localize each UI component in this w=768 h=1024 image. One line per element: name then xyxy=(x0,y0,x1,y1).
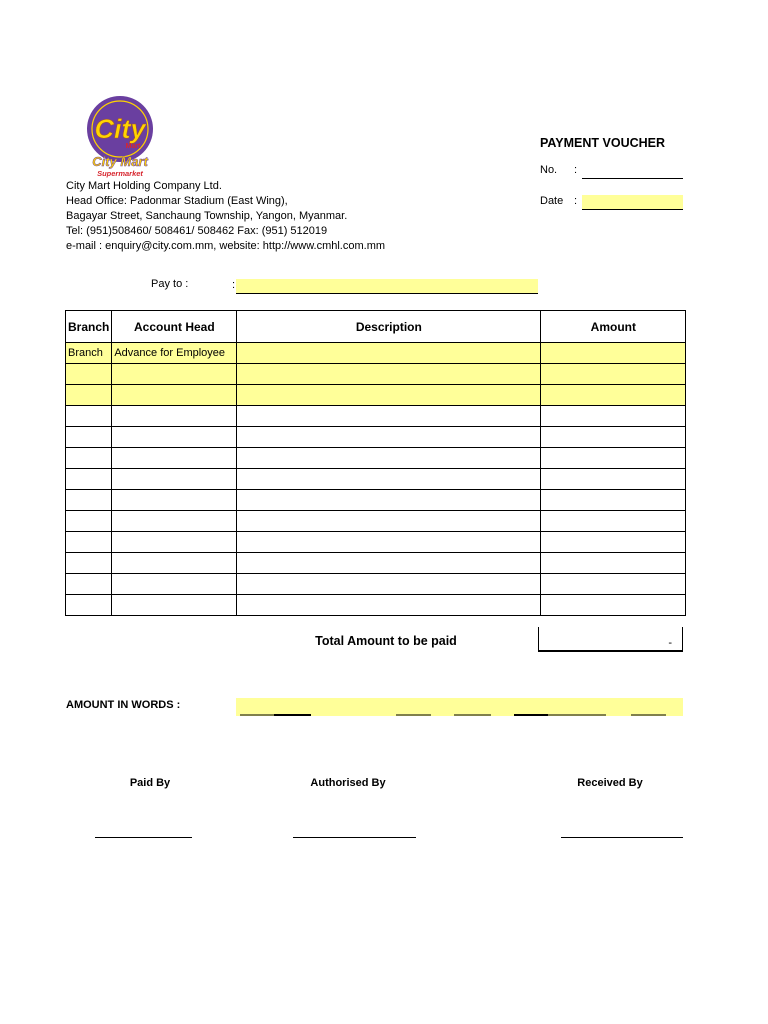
cell-amount[interactable] xyxy=(541,574,686,595)
city-mart-logo-graphic xyxy=(84,96,156,180)
cell-amount[interactable] xyxy=(541,490,686,511)
voucher-title: PAYMENT VOUCHER xyxy=(540,136,666,150)
table-row xyxy=(66,595,686,616)
cell-description[interactable] xyxy=(237,343,541,364)
cell-branch[interactable] xyxy=(66,595,112,616)
cell-branch[interactable] xyxy=(66,448,112,469)
cell-description[interactable] xyxy=(237,448,541,469)
cell-account-head[interactable] xyxy=(112,406,237,427)
cell-description[interactable] xyxy=(237,574,541,595)
cell-amount[interactable] xyxy=(541,406,686,427)
cell-description[interactable] xyxy=(237,427,541,448)
voucher-table xyxy=(65,310,686,616)
received-by-label: Received By xyxy=(577,777,643,789)
table-row xyxy=(66,574,686,595)
received-by-signature-line xyxy=(561,837,683,838)
table-row xyxy=(66,448,686,469)
header-account-head: Account Head xyxy=(112,311,237,343)
voucher-no-label: No. xyxy=(540,164,558,176)
table-row xyxy=(66,469,686,490)
cell-description[interactable] xyxy=(237,595,541,616)
cell-amount[interactable] xyxy=(541,595,686,616)
cell-account-head[interactable] xyxy=(112,385,237,406)
cell-amount[interactable] xyxy=(541,343,686,364)
cell-branch[interactable]: Branch xyxy=(66,343,112,364)
logo-brand-text: City Mart xyxy=(92,154,148,169)
cell-branch[interactable] xyxy=(66,490,112,511)
table-row xyxy=(66,532,686,553)
header-branch: Branch xyxy=(66,311,112,343)
logo-tagline-text: Supermarket xyxy=(97,169,143,178)
payto-label: Pay to : xyxy=(151,278,189,290)
company-address-line1: Head Office: Padonmar Stadium (East Wing), xyxy=(66,195,288,207)
cell-description[interactable] xyxy=(237,406,541,427)
cell-amount[interactable] xyxy=(541,553,686,574)
cell-description[interactable] xyxy=(237,469,541,490)
cell-account-head[interactable] xyxy=(112,490,237,511)
cell-account-head[interactable]: Advance for Employee xyxy=(112,343,237,364)
cell-amount[interactable] xyxy=(541,364,686,385)
table-row xyxy=(66,553,686,574)
company-logo xyxy=(84,96,156,180)
company-phone: Tel: (951)508460/ 508461/ 508462 Fax: (951) 512019 xyxy=(66,225,328,237)
authorised-by-label: Authorised By xyxy=(310,777,386,789)
cell-branch[interactable] xyxy=(66,511,112,532)
voucher-date-label: Date xyxy=(540,195,564,207)
cell-branch[interactable] xyxy=(66,532,112,553)
cell-description[interactable] xyxy=(237,511,541,532)
cell-branch[interactable] xyxy=(66,469,112,490)
logo-mart-text: Mart xyxy=(125,143,141,150)
table-row xyxy=(66,511,686,532)
cell-account-head[interactable] xyxy=(112,511,237,532)
voucher-date-colon: : xyxy=(574,195,578,207)
table-row xyxy=(66,427,686,448)
cell-account-head[interactable] xyxy=(112,532,237,553)
cell-branch[interactable] xyxy=(66,427,112,448)
table-row xyxy=(66,385,686,406)
cell-description[interactable] xyxy=(237,490,541,511)
cell-account-head[interactable] xyxy=(112,469,237,490)
cell-description[interactable] xyxy=(237,385,541,406)
amount-in-words-label: AMOUNT IN WORDS : xyxy=(66,699,181,711)
cell-amount[interactable] xyxy=(541,448,686,469)
header-description: Description xyxy=(237,311,541,343)
cell-amount[interactable] xyxy=(541,385,686,406)
cell-account-head[interactable] xyxy=(112,427,237,448)
company-address-line2: Bagayar Street, Sanchaung Township, Yangon, Myanmar. xyxy=(66,210,348,222)
total-amount-label: Total Amount to be paid xyxy=(315,634,457,648)
cell-branch[interactable] xyxy=(66,364,112,385)
table-row xyxy=(66,406,686,427)
company-name: City Mart Holding Company Ltd. xyxy=(66,180,222,192)
cell-account-head[interactable] xyxy=(112,595,237,616)
voucher-no-field[interactable] xyxy=(582,164,683,179)
table-header-row xyxy=(66,311,686,343)
cell-branch[interactable] xyxy=(66,574,112,595)
voucher-date-field[interactable] xyxy=(582,195,683,210)
authorised-by-signature-line xyxy=(293,837,416,838)
cell-branch[interactable] xyxy=(66,385,112,406)
paid-by-signature-line xyxy=(95,837,192,838)
logo-city-text: City xyxy=(94,114,146,144)
table-row xyxy=(66,490,686,511)
cell-description[interactable] xyxy=(237,553,541,574)
payto-colon: : xyxy=(232,279,236,291)
cell-account-head[interactable] xyxy=(112,448,237,469)
table-row xyxy=(66,364,686,385)
cell-branch[interactable] xyxy=(66,553,112,574)
cell-account-head[interactable] xyxy=(112,574,237,595)
total-amount-value: - xyxy=(538,627,683,652)
table-row xyxy=(66,343,686,364)
cell-description[interactable] xyxy=(237,364,541,385)
amount-in-words-underline xyxy=(236,712,683,718)
cell-amount[interactable] xyxy=(541,469,686,490)
cell-description[interactable] xyxy=(237,532,541,553)
cell-amount[interactable] xyxy=(541,427,686,448)
company-email: e-mail : enquiry@city.com.mm, website: http://www.cmhl.com.mm xyxy=(66,240,386,252)
payto-field[interactable] xyxy=(236,279,538,294)
cell-amount[interactable] xyxy=(541,532,686,553)
cell-account-head[interactable] xyxy=(112,553,237,574)
cell-amount[interactable] xyxy=(541,511,686,532)
paid-by-label: Paid By xyxy=(129,777,171,789)
cell-account-head[interactable] xyxy=(112,364,237,385)
cell-branch[interactable] xyxy=(66,406,112,427)
header-amount: Amount xyxy=(541,311,686,343)
voucher-no-colon: : xyxy=(574,164,578,176)
